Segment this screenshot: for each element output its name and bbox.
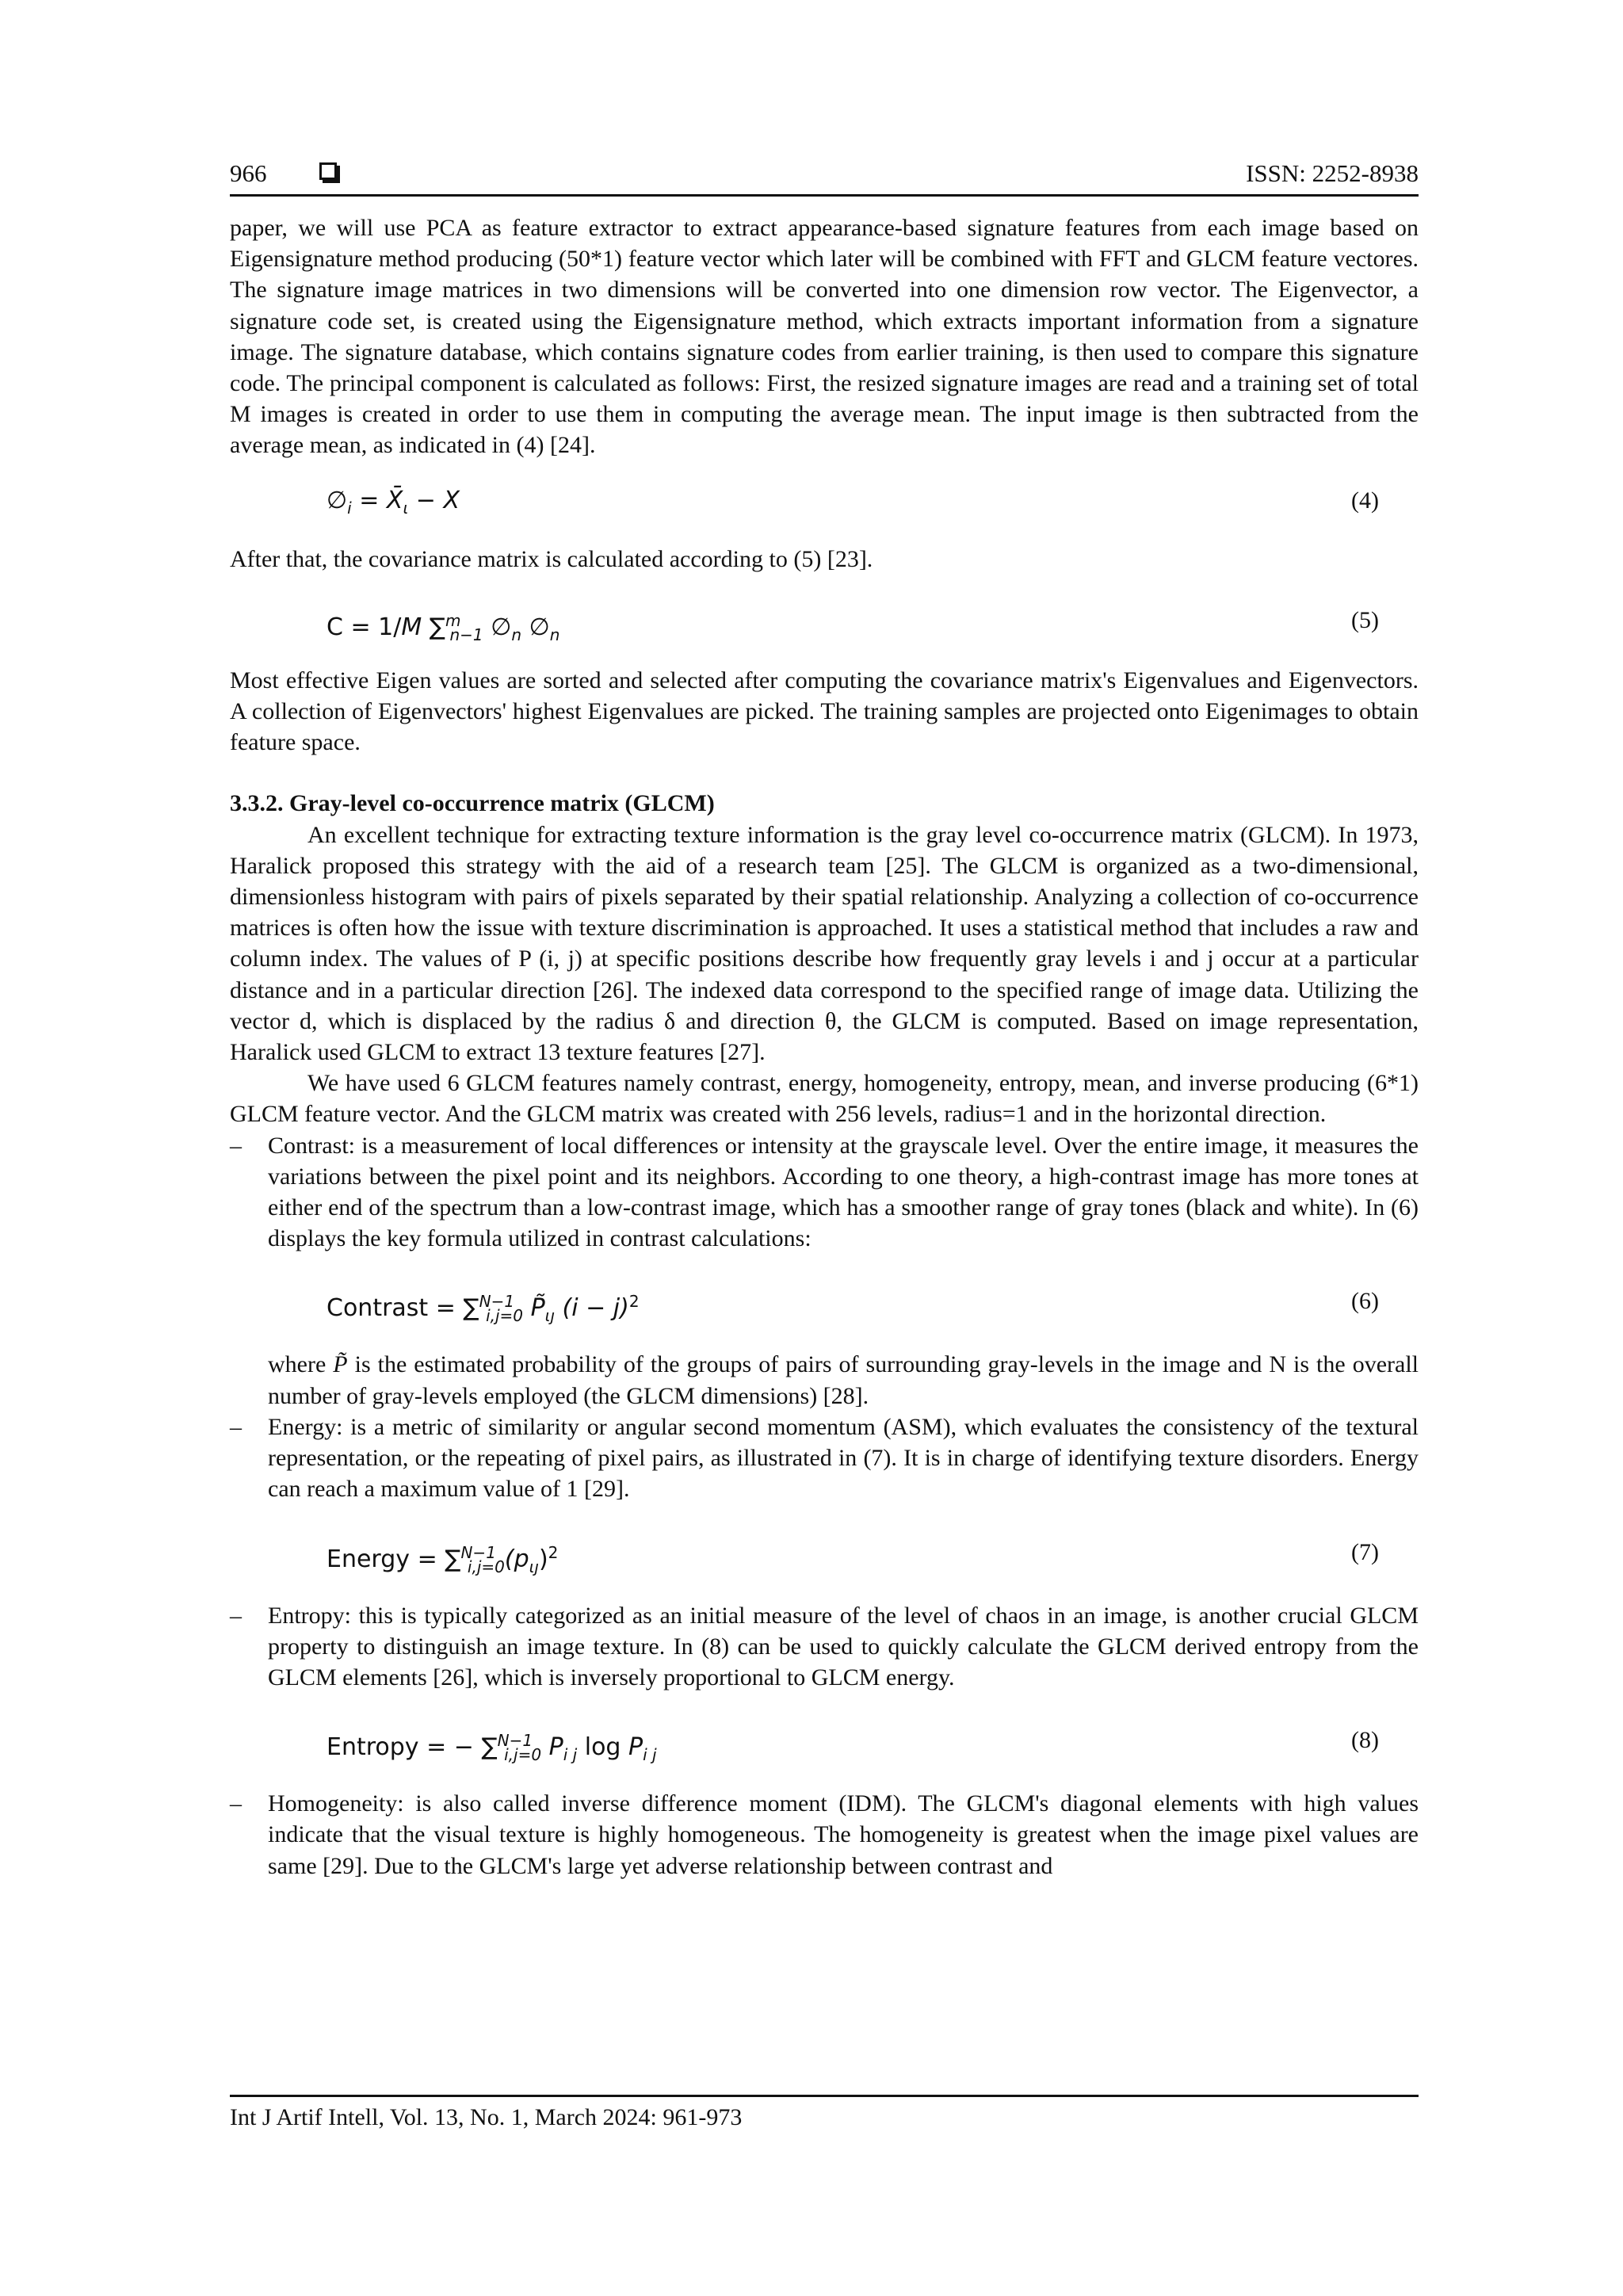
bullet-contrast — [230, 1130, 1419, 1255]
bullet-homogeneity — [230, 1788, 1419, 1881]
equation-8-expression: Entropy = − ∑$^{N-1}_{i,j=0}$ $P_{i j}$ $\log P_{i j}$ — [327, 1731, 657, 1765]
equation-4-number: (4) — [1351, 487, 1379, 514]
paragraph-glcm-intro: An excellent technique for extracting texture information is the gray level co-occurrence matrix (GLCM). In 1973, Haralick proposed this strategy with the aid of a research team [25]. The GLCM is organized as a two-dimensional, dimensionless histogram with pairs of pixels separated by their spatial relationship. Analyzing a collection of co-occurrence matrices is often how the issue with texture discrimination is approached. It uses a statistical method that includes a raw and column index. The values of P (i, j) at specific positions describe how frequently gray levels i and j occur at a particular distance and in a particular direction [26]. The indexed data correspond to the specified range of image data. Utilizing the vector d, which is displaced by the radius δ and direction θ, the GLCM is computed. Based on image representation, Haralick used GLCM to extract 13 texture features [27]. — [230, 821, 1419, 1066]
equation-6-number: (6) — [1351, 1288, 1379, 1315]
equation-8 — [230, 1725, 1419, 1765]
bullet-dash: – — [230, 1602, 242, 1629]
bullet-energy — [230, 1412, 1419, 1505]
equation-7-number: (7) — [1351, 1538, 1379, 1565]
paragraph-glcm-features: We have used 6 GLCM features namely contrast, energy, homogeneity, entropy, mean, and inverse producing (6*1) GLCM feature vector. And the GLCM matrix was created with 256 levels, radius=1 and in the horizontal direction. — [230, 1070, 1419, 1128]
bullet-entropy-text: Entropy: this is typically categorized as an initial measure of the level of chaos in an image, is another crucial GLCM property to distinguish an image texture. In (8) can be used to quickly calculate the GLCM derived entropy from the GLCM elements [26], which is inversely proportional to GLCM energy. — [268, 1602, 1419, 1690]
issn-label: ISSN: 2252-8938 — [1246, 159, 1419, 187]
footer-rule — [230, 2095, 1419, 2097]
p-tilde-symbol: P̃ — [333, 1351, 348, 1378]
bullet-dash: – — [230, 1790, 242, 1817]
paragraph-eigen: Most effective Eigen values are sorted and selected after computing the covariance matrix's Eigenvalues and Eigenvectors. A collection of Eigenvectors' highest Eigenvalues are picked. The training samples are projected onto Eigenimages to obtain feature space. — [230, 667, 1419, 756]
bullet-dash: – — [230, 1132, 242, 1159]
checkbox-square-icon — [319, 162, 337, 180]
equation-7-expression: Energy = $\sum^{N-1}_{i,j=0}(p_{\iota ȷ})^2$ — [327, 1542, 559, 1576]
page-number: 966 — [230, 159, 267, 187]
body-text — [230, 212, 1419, 1881]
equation-5-expression: C = 1/M ∑$^m_{n-1}$ $\emptyset_n$ $\emptyset_n$ — [327, 610, 560, 644]
paragraph-covariance: After that, the covariance matrix is calculated according to (5) [23]. — [230, 545, 873, 572]
equation-7 — [230, 1537, 1419, 1576]
equation-8-number: (8) — [1351, 1727, 1379, 1754]
bullet-energy-text: Energy: is a metric of similarity or angular second momentum (ASM), which evaluates the consistency of the textural representation, or the repeating of pixel pairs, as illustrated in (7). It is in charge of identifying texture disorders. Energy can reach a maximum value of 1 [29]. — [268, 1413, 1419, 1503]
bullet-dash: – — [230, 1413, 242, 1440]
page-header — [230, 155, 1419, 192]
equation-5 — [230, 605, 1419, 644]
paragraph-pca: paper, we will use PCA as feature extractor to extract appearance-based signature features from each image based on Eigensignature method producing (50*1) feature vector which later will be combined with FFT and GLCM feature vectores. The signature image matrices in two dimensions will be converted into one dimension row vector. The Eigenvector, a signature code set, is created using the Eigensignature method, which extracts important information from a signature image. The signature database, which contains signature codes from earlier training, is then used to compare this signature code. The principal component is calculated as follows: First, the resized signature images are read and a training set of total M images is created in order to use them in computing the average mean. The input image is then subtracted from the average mean, as indicated in (4) [24]. — [230, 215, 1419, 459]
bullet-contrast-text: Contrast: is a measurement of local differences or intensity at the grayscale level. Over the entire image, it measures the variations between the pixel point and its neighbors. According to one theory, a high-contrast image has more tones at either end of the spectrum than a low-contrast image, which has a smoother range of gray tones (black and white). In (6) displays the key formula utilized in contrast calculations: — [268, 1132, 1419, 1252]
bullet-entropy — [230, 1600, 1419, 1694]
equation-6-expression: Contrast = ∑$^{N-1}_{i,j=0}$ $P̃_{\iota ȷ}$ $(i - j)^2$ — [327, 1292, 640, 1326]
equation-4 — [230, 485, 1419, 517]
paragraph-where: where P̃ is the estimated probability of the groups of pairs of surrounding gray-levels in the image and N is the overall number of gray-levels employed (the GLCM dimensions) [28]. — [268, 1351, 1419, 1409]
page-footer: Int J Artif Intell, Vol. 13, No. 1, March 2024: 961-973 — [230, 2104, 743, 2130]
section-heading: 3.3.2. Gray-level co-occurrence matrix (GLCM) — [230, 790, 715, 817]
header-rule — [230, 194, 1419, 197]
bullet-homogeneity-text: Homogeneity: is also called inverse difference moment (IDM). The GLCM's diagonal elements with high values indicate that the visual texture is highly homogeneous. The homogeneity is greatest when the image pixel values are same [29]. Due to the GLCM's large yet adverse relationship between contrast and — [268, 1790, 1419, 1879]
equation-4-expression: $\emptyset_i$ = $X̄_\iota - X$ — [327, 486, 460, 518]
equation-5-number: (5) — [1351, 606, 1379, 633]
equation-6 — [230, 1286, 1419, 1326]
